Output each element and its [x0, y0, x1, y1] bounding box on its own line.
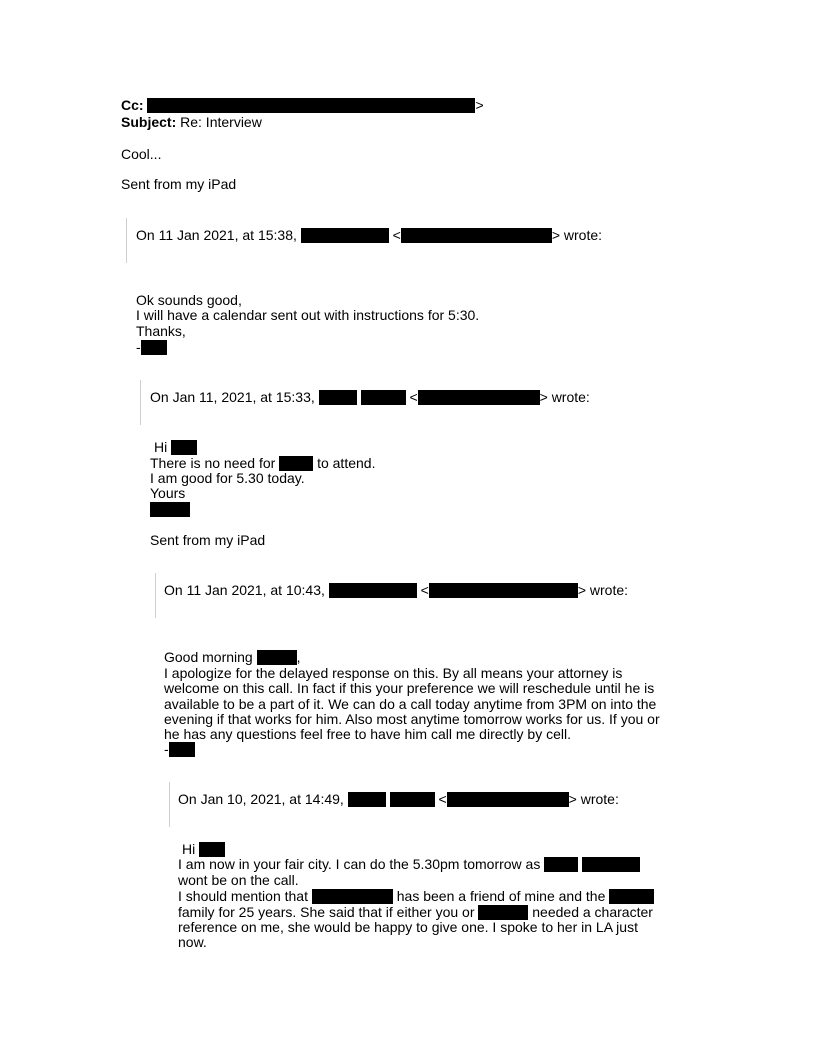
- redaction-bar: [609, 889, 654, 904]
- redaction-bar: [171, 440, 197, 455]
- text-segment: I am now in your fair city. I can do the 5.30pm tomorrow as: [178, 856, 541, 872]
- quote-header-prefix: On Jan 11, 2021, at 15:33,: [150, 389, 315, 405]
- redaction-bar: [150, 502, 190, 517]
- redaction-bar: [390, 792, 435, 807]
- quote-header-suffix: > wrote:: [551, 227, 603, 243]
- message-text: I apologize for the delayed response on this. By all means your attorney is: [164, 665, 623, 681]
- quote-header-prefix: On 11 Jan 2021, at 10:43,: [164, 582, 325, 598]
- dash: -: [164, 741, 169, 757]
- subject-value: Re: Interview: [180, 114, 262, 130]
- redaction-bar: [582, 857, 640, 872]
- cc-line: [121, 98, 484, 113]
- greeting-line: [154, 440, 197, 455]
- signature-line: [150, 502, 190, 517]
- redaction-bar: [447, 792, 569, 807]
- quote-header-suffix: > wrote:: [539, 389, 590, 405]
- redaction-bar: [257, 650, 297, 665]
- message-text: [150, 456, 375, 471]
- redaction-bar: [478, 905, 528, 920]
- quote-header-suffix: > wrote:: [568, 791, 619, 807]
- quote-header: [164, 583, 628, 598]
- greeting: Good morning: [164, 649, 253, 665]
- message-text: reference on me, she would be happy to give one. I spoke to her in LA just: [178, 919, 638, 935]
- redaction-bar: [544, 857, 578, 872]
- greeting-line: [182, 842, 225, 857]
- redaction-bar: [312, 889, 393, 904]
- text-segment: There is no need for: [150, 455, 276, 471]
- message-text: I am good for 5.30 today.: [150, 470, 305, 486]
- message-text: [178, 889, 654, 904]
- text-segment: I should mention that: [178, 888, 308, 904]
- message-text: now.: [178, 934, 207, 950]
- quote-header-lt: <: [420, 582, 429, 598]
- quote-header-prefix: On 11 Jan 2021, at 15:38,: [136, 227, 297, 243]
- quote-border: [140, 380, 141, 425]
- redaction-bar: [329, 583, 417, 598]
- redaction-bar: [141, 340, 167, 355]
- quote-header-prefix: On Jan 10, 2021, at 14:49,: [178, 791, 344, 807]
- message-text: [178, 857, 640, 872]
- greeting-line: [164, 650, 301, 665]
- redaction-bar: [147, 98, 475, 113]
- text-segment: needed a character: [532, 904, 653, 920]
- message-text: [178, 905, 653, 920]
- dash: -: [136, 339, 141, 355]
- redaction-bar: [429, 583, 578, 598]
- text-segment: family for 25 years. She said that if either you or: [178, 904, 475, 920]
- redaction-bar: [169, 742, 195, 757]
- message-text: available to be a part of it. We can do a call today anytime from 3PM on into the: [164, 696, 657, 712]
- redaction-bar: [199, 842, 225, 857]
- message-text: Yours: [150, 485, 186, 501]
- message-text: evening if that works for him. Also most anytime tomorrow works for us. If you or: [164, 711, 660, 727]
- signature: Sent from my iPad: [150, 532, 266, 548]
- quote-border: [126, 218, 127, 263]
- message-text: Ok sounds good,: [136, 292, 242, 308]
- redaction-bar: [348, 792, 386, 807]
- quote-header: [136, 228, 602, 243]
- quote-border: [169, 782, 170, 827]
- comma: ,: [296, 649, 301, 665]
- signature-line: [164, 742, 195, 757]
- quote-border: [155, 573, 156, 618]
- redaction-bar: [301, 228, 389, 243]
- message-text: Thanks,: [136, 323, 186, 339]
- message-text: wont be on the call.: [178, 872, 299, 888]
- message-text: Cool...: [121, 146, 162, 162]
- text-segment: to attend.: [317, 455, 376, 471]
- cc-suffix: >: [475, 97, 484, 113]
- quote-header-lt: <: [409, 389, 418, 405]
- redaction-bar: [361, 390, 406, 405]
- quote-header: [178, 792, 619, 807]
- signature: Sent from my iPad: [121, 176, 237, 192]
- quote-header-suffix: > wrote:: [577, 582, 629, 598]
- message-text: welcome on this call. In fact if this your preference we will reschedule until he is: [164, 680, 655, 696]
- subject-line: [121, 115, 262, 130]
- quote-header-lt: <: [438, 791, 447, 807]
- greeting: Hi: [182, 841, 196, 857]
- cc-label: Cc:: [121, 97, 144, 113]
- redaction-bar: [418, 390, 540, 405]
- signature-line: [136, 340, 167, 355]
- redaction-bar: [279, 456, 313, 471]
- quote-header-lt: <: [392, 227, 401, 243]
- redaction-bar: [319, 390, 357, 405]
- text-segment: has been a friend of mine and the: [396, 888, 606, 904]
- subject-label: Subject:: [121, 114, 177, 130]
- redaction-bar: [401, 228, 552, 243]
- message-text: I will have a calendar sent out with instructions for 5:30.: [136, 307, 480, 323]
- quote-header: [150, 390, 590, 405]
- greeting: Hi: [154, 439, 168, 455]
- message-text: he has any questions feel free to have him call me directly by cell.: [164, 726, 571, 742]
